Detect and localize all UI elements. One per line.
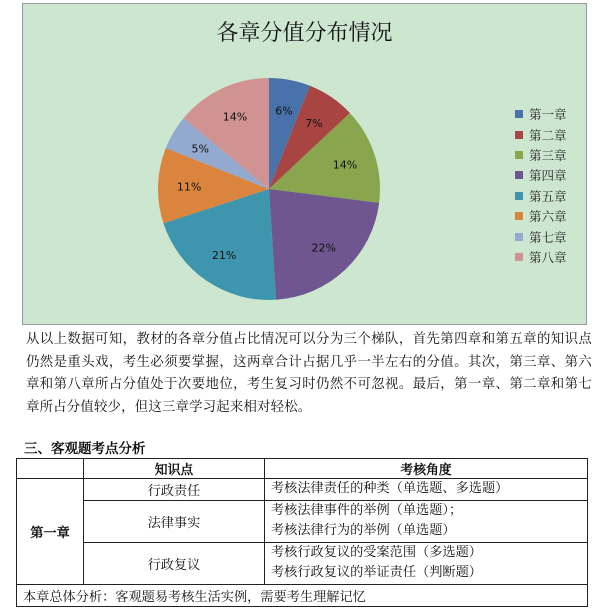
legend-label: 第四章 [529,168,567,184]
slice-label: 22% [311,241,336,255]
slice-label: 5% [191,142,209,156]
legend-item [515,226,567,246]
header-assessment-angle: 考核角度 [265,459,588,479]
legend-item [515,145,567,165]
angle-line: 考核法律行为的举例（单选题） [271,523,456,538]
slice-label: 6% [275,104,293,118]
angle-cell [265,542,588,584]
legend-item [515,165,567,185]
table-row [17,479,588,501]
knowledge-point-cell: 法律事实 [84,500,265,542]
legend-item [515,247,567,267]
legend-swatch-icon [515,253,523,261]
legend-item [515,206,567,226]
angle-cell [265,500,588,542]
section-title: 三、客观题考点分析 [24,441,146,457]
legend-swatch-icon [515,212,523,220]
chapter-cell: 第一章 [17,479,84,585]
slice-label: 11% [176,180,202,194]
summary-cell: 本章总体分析：客观题易考核生活实例，需要考生理解记忆 [17,584,588,606]
legend-swatch-icon [515,131,523,139]
legend-label: 第三章 [529,147,567,163]
legend-label: 第二章 [529,127,567,143]
legend-swatch-icon [515,233,523,241]
legend-swatch-icon [515,171,523,179]
legend-label: 第八章 [529,249,567,265]
table-header-row [17,459,588,479]
legend-label: 第五章 [529,188,567,204]
chart-title: 各章分值分布情况 [216,21,393,46]
analysis-paragraph: 从以上数据可知，教材的各章分值占比情况可以分为三个梯队，首先第四章和第五章的知识点仍然是重头戏，考生必须要掌握，这两章合计占据几乎一半左右的分值。其次，第三章、第六章和第八章所占分值处于次要地位，考生复习时仍然不可忽视。最后，第一章、第二章和第七章所占分值较少，但这三章学习起来相对轻松。 [26,332,592,415]
legend-label: 第一章 [529,107,567,123]
legend-swatch-icon [515,151,523,159]
angle-line: 考核行政复议的受案范围（多选题） [271,544,482,560]
pie-chart [22,3,587,325]
slice-label: 14% [222,110,248,124]
legend-item [515,124,567,144]
knowledge-point-cell: 行政复议 [84,542,265,584]
slice-label: 14% [332,158,358,172]
key-points-table [16,458,588,607]
slice-label: 21% [211,249,237,263]
legend-item [515,104,567,124]
legend-item [515,186,567,206]
angle-cell [265,479,588,501]
table-row [17,500,588,542]
legend-label: 第六章 [529,209,567,225]
angle-line: 考核行政复议的举证责任（判断题） [271,565,482,580]
table-summary-row [17,584,588,606]
chart-legend [515,104,567,267]
knowledge-point-cell: 行政责任 [84,479,265,501]
table-row [17,542,588,584]
legend-swatch-icon [515,192,523,200]
header-chapter [17,459,84,479]
header-knowledge-point: 知识点 [84,459,265,479]
slice-label: 7% [305,116,323,130]
legend-label: 第七章 [529,229,567,245]
angle-line: 考核法律责任的种类（单选题、多选题） [271,481,509,496]
angle-line: 考核法律事件的举例（单选题）； [271,502,463,518]
legend-swatch-icon [515,110,523,118]
pie-plot-area [23,4,586,324]
